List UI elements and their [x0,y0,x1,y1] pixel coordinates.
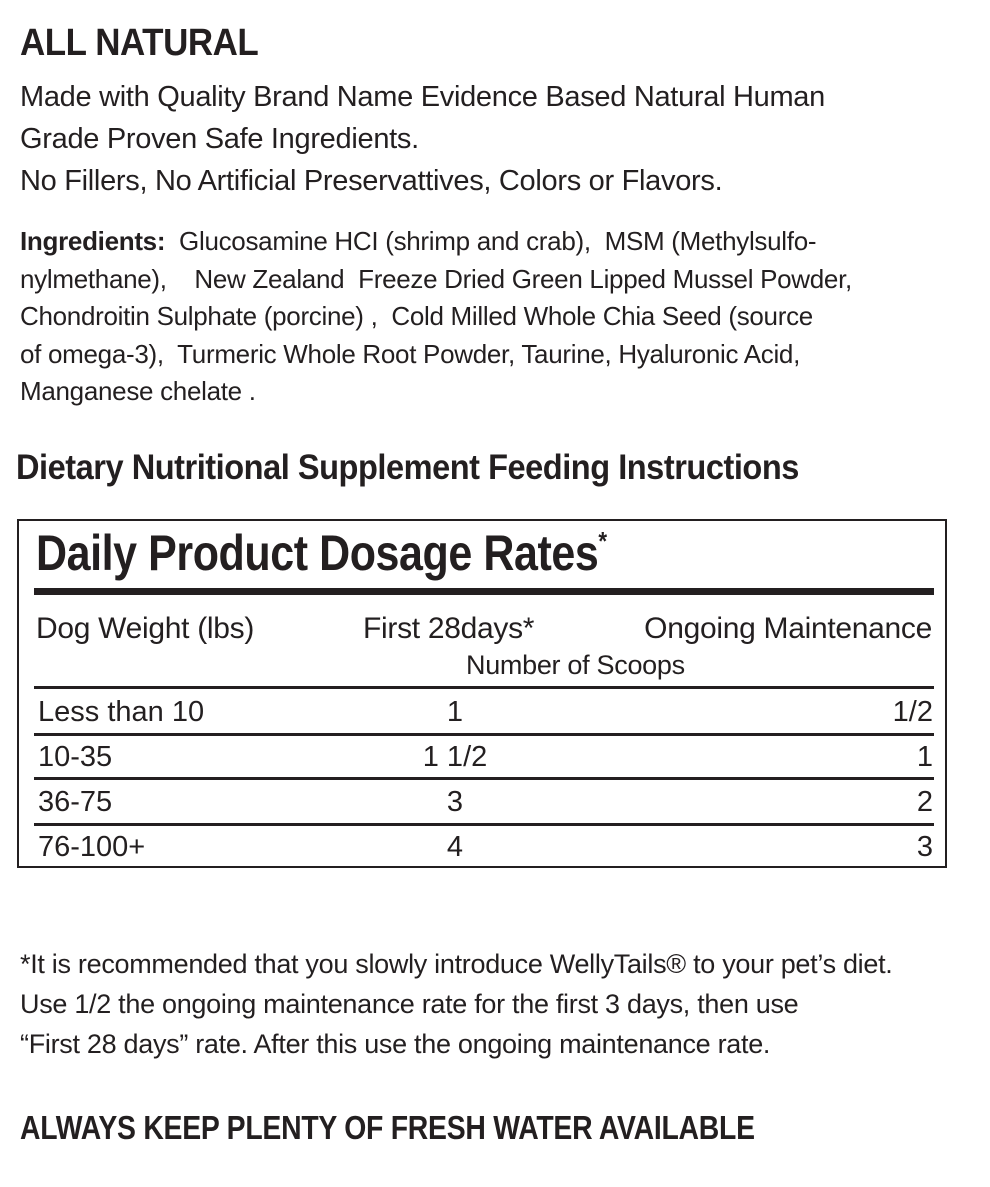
footnote-line: Use 1/2 the ongoing maintenance rate for the first 3 days, then use [20,989,799,1019]
row-weight: 10-35 [38,741,113,773]
row-first-dose: 4 [446,831,464,863]
row-first-dose: 3 [446,786,464,818]
ingredients-line: Manganese chelate . [20,376,256,406]
row-weight: 36-75 [38,786,113,818]
row-ongoing-dose: 2 [916,786,933,818]
ingredients-text: Glucosamine HCI (shrimp and crab), MSM (Methylsulfo- [165,226,817,256]
ingredients-line: Chondroitin Sulphate (porcine) , Cold Milled Whole Chia Seed (source [20,301,813,331]
title-divider [34,588,934,595]
feeding-instructions-heading: Dietary Nutritional Supplement Feeding Instructions [16,448,799,487]
column-header-ongoing: Ongoing Maintenance [644,612,932,645]
ingredients-block [20,223,970,411]
column-subheader-units: Number of Scoops [466,650,685,680]
row-first-dose: 1 [446,696,464,728]
ingredients-line: of omega-3), Turmeric Whole Root Powder, Taurine, Hyaluronic Acid, [20,338,800,369]
ingredients-line [20,223,970,261]
all-natural-line: No Fillers, No Artificial Preservattives, Colors or Flavors. [20,165,723,197]
row-weight: 76-100+ [38,831,146,863]
row-first-dose: 1 1/2 [422,741,488,773]
row-divider [34,733,934,736]
all-natural-line: Made with Quality Brand Name Evidence Based Natural Human [20,81,825,113]
all-natural-description [20,76,980,202]
row-ongoing-dose: 1 [916,741,933,773]
dosage-title-asterisk: * [598,526,607,556]
row-ongoing-dose: 3 [916,831,933,863]
row-weight: Less than 10 [38,696,205,728]
row-ongoing-dose: 1/2 [892,696,933,728]
all-natural-heading: ALL NATURAL [20,22,259,64]
ingredients-line: nylmethane), New Zealand Freeze Dried Green Lipped Mussel Powder, [20,263,852,294]
header-divider [34,686,934,689]
row-divider [34,823,934,826]
ingredients-label: Ingredients: [20,226,166,256]
column-header-first-28-days: First 28days* [363,612,535,645]
fresh-water-notice: ALWAYS KEEP PLENTY OF FRESH WATER AVAILABLE [20,1109,755,1146]
all-natural-line: Grade Proven Safe Ingredients. [20,123,419,155]
row-divider [34,777,934,780]
footnote-line: *It is recommended that you slowly introduce WellyTails® to your pet’s diet. [20,949,893,979]
dosage-title-text: Daily Product Dosage Rates [36,525,599,581]
dosage-table-title [36,524,607,582]
column-header-weight: Dog Weight (lbs) [36,612,255,645]
footnote-line: “First 28 days” rate. After this use the ongoing maintenance rate. [20,1029,771,1059]
dosage-footnote [20,944,980,1064]
